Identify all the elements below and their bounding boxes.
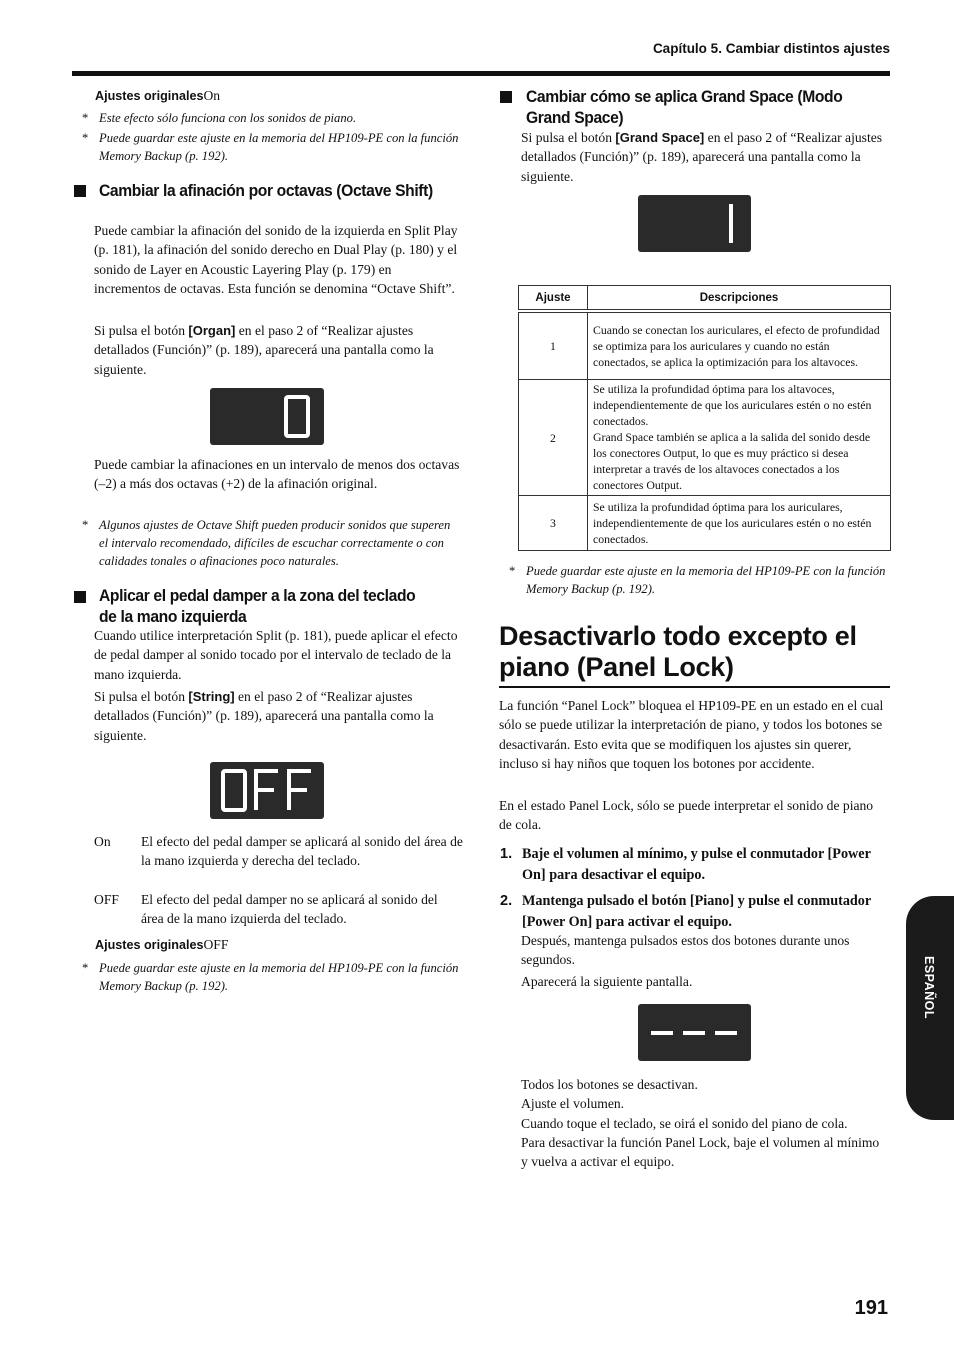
heading-bullet [500, 91, 512, 103]
page-number: 191 [854, 1297, 888, 1319]
language-tab-label: ESPAÑOL [922, 956, 936, 1019]
note: * Puede guardar este ajuste en la memoria del HP109-PE con la función Memory Backup (p. 192). [82, 131, 459, 163]
heading-bullet [74, 185, 86, 197]
original-settings-label: Ajustes originales [95, 89, 204, 103]
grand-space-heading: Cambiar cómo se aplica Grand Space (Modo Grand Space) [526, 87, 843, 127]
lcd-display-octave [210, 388, 324, 445]
damper-heading: Aplicar el pedal damper a la zona del teclado de la mano izquierda [99, 586, 416, 626]
heading-bullet [74, 591, 86, 603]
string-button-ref: [String] [188, 689, 235, 704]
option-desc: El efecto del pedal damper se aplicará al sonido del área de la mano izquierda y derecha del teclado. [141, 834, 463, 869]
chapter-header: Capítulo 5. Cambiar distintos ajustes [652, 41, 890, 56]
title-rule [499, 686, 890, 688]
table-row: 1 Cuando se conectan los auriculares, el efecto de profundidad se optimiza para los auriculares y cuando no están conectados, se aplica la optimización para los altavoces. [519, 313, 891, 380]
panel-lock-result: Todos los botones se desactivan. Ajuste el volumen. Cuando toque el teclado, se oirá el sonido del piano de cola. Para desactivar la función Panel Lock, baje el volumen al mínimo y vuelva a activar el equipo. [521, 1077, 880, 1170]
original-settings-value: On [203, 88, 221, 103]
lcd-display-panel-lock [638, 1004, 751, 1061]
note: * Puede guardar este ajuste en la memoria del HP109-PE con la función Memory Backup (p. 192). [82, 961, 459, 993]
step-2-detail-2: Aparecerá la siguiente pantalla. [521, 974, 693, 989]
damper-paragraph: Cuando utilice interpretación Split (p. 181), puede aplicar el efecto de pedal damper al sonido tocado por el intervalo de teclado de la mano izquierda. [94, 628, 458, 682]
panel-lock-paragraph: La función “Panel Lock” bloquea el HP109-PE en un estado en el cual sólo se puede utilizar la interpretación de piano, y todos los botones se desactivarán. Esto evita que se modifiquen los ajustes sin querer, incluso si hay niños que toquen los botones por accidente. [499, 698, 884, 771]
option-term: On [94, 834, 111, 849]
octave-shift-paragraph-2: Si pulsa el botón [Organ] en el paso 2 of “Realizar ajustes detallados (Función)” (p. 189), aparecerá una pantalla como la siguiente. [94, 323, 434, 377]
note: * Este efecto sólo funciona con los sonidos de piano. [82, 111, 357, 125]
note: * Puede guardar este ajuste en la memoria del HP109-PE con la función Memory Backup (p. 192). [509, 564, 886, 596]
organ-button-ref: [Organ] [188, 323, 236, 338]
table-row: 3 Se utiliza la profundidad óptima para los auriculares, independientemente de que los auriculares estén o no estén conectados. [519, 496, 891, 551]
note: * Algunos ajustes de Octave Shift pueden producir sonidos que superen el intervalo recomendado, difíciles de escuchar correctamente o con calidades tonales o afinaciones poco naturales. [82, 518, 451, 568]
table-header: Ajuste [519, 286, 588, 310]
panel-lock-paragraph-2: En el estado Panel Lock, sólo se puede interpretar el sonido de piano de cola. [499, 798, 874, 833]
step-2-detail: Después, mantenga pulsados estos dos botones durante unos segundos. [521, 933, 850, 968]
grand-space-button-ref: [Grand Space] [615, 130, 705, 145]
step-2: 2. Mantenga pulsado el botón [Piano] y pulse el conmutador [Power On] para activar el equipo. [500, 893, 871, 930]
grand-space-paragraph: Si pulsa el botón [Grand Space] en el paso 2 of “Realizar ajustes detallados (Función)” (p. 189), aparecerá una pantalla como la siguiente. [521, 130, 883, 184]
original-settings-2 [95, 935, 228, 955]
octave-shift-paragraph: Puede cambiar la afinación del sonido de la izquierda en Split Play (p. 181), la afinación del sonido derecho en Dual Play (p. 180) y el sonido de Layer en Acoustic Layering Play (p. 179) en incrementos de octavas. Esta función se denomina “Octave Shift”. [94, 223, 458, 296]
original-settings-label: Ajustes originales [95, 938, 204, 952]
lcd-display-damper [210, 762, 324, 819]
header-rule [72, 71, 890, 76]
lcd-display-grand-space [638, 195, 751, 252]
table-row: 2 Se utiliza la profundidad óptima para los altavoces, independientemente de que los auriculares estén o no estén conectados. Grand Space también se aplica a la salida del sonido desde los conectores Output, lo que es muy práctico si desea interpretar a través de los altavoces conectados a los conectores Output. [519, 380, 891, 496]
option-desc: El efecto del pedal damper no se aplicará al sonido del área de la mano izquierda del teclado. [141, 892, 438, 927]
step-1: 1. Baje el volumen al mínimo, y pulse el conmutador [Power On] para desactivar el equipo. [500, 846, 871, 883]
panel-lock-title: Desactivarlo todo excepto el piano (Panel Lock) [499, 621, 857, 682]
table-header: Descripciones [588, 286, 891, 310]
original-settings-value: OFF [203, 937, 229, 952]
octave-shift-heading: Cambiar la afinación por octavas (Octave Shift) [99, 181, 433, 200]
damper-paragraph-2: Si pulsa el botón [String] en el paso 2 of “Realizar ajustes detallados (Función)” (p. 189), aparecerá una pantalla como la siguiente. [94, 689, 434, 743]
original-settings-1 [95, 86, 220, 106]
grand-space-table [518, 285, 891, 551]
language-tab [906, 896, 954, 1120]
option-term: OFF [94, 892, 119, 907]
octave-range-paragraph: Puede cambiar la afinaciones en un intervalo de menos dos octavas (–2) a más dos octavas (+2) de la afinación original. [94, 457, 460, 492]
